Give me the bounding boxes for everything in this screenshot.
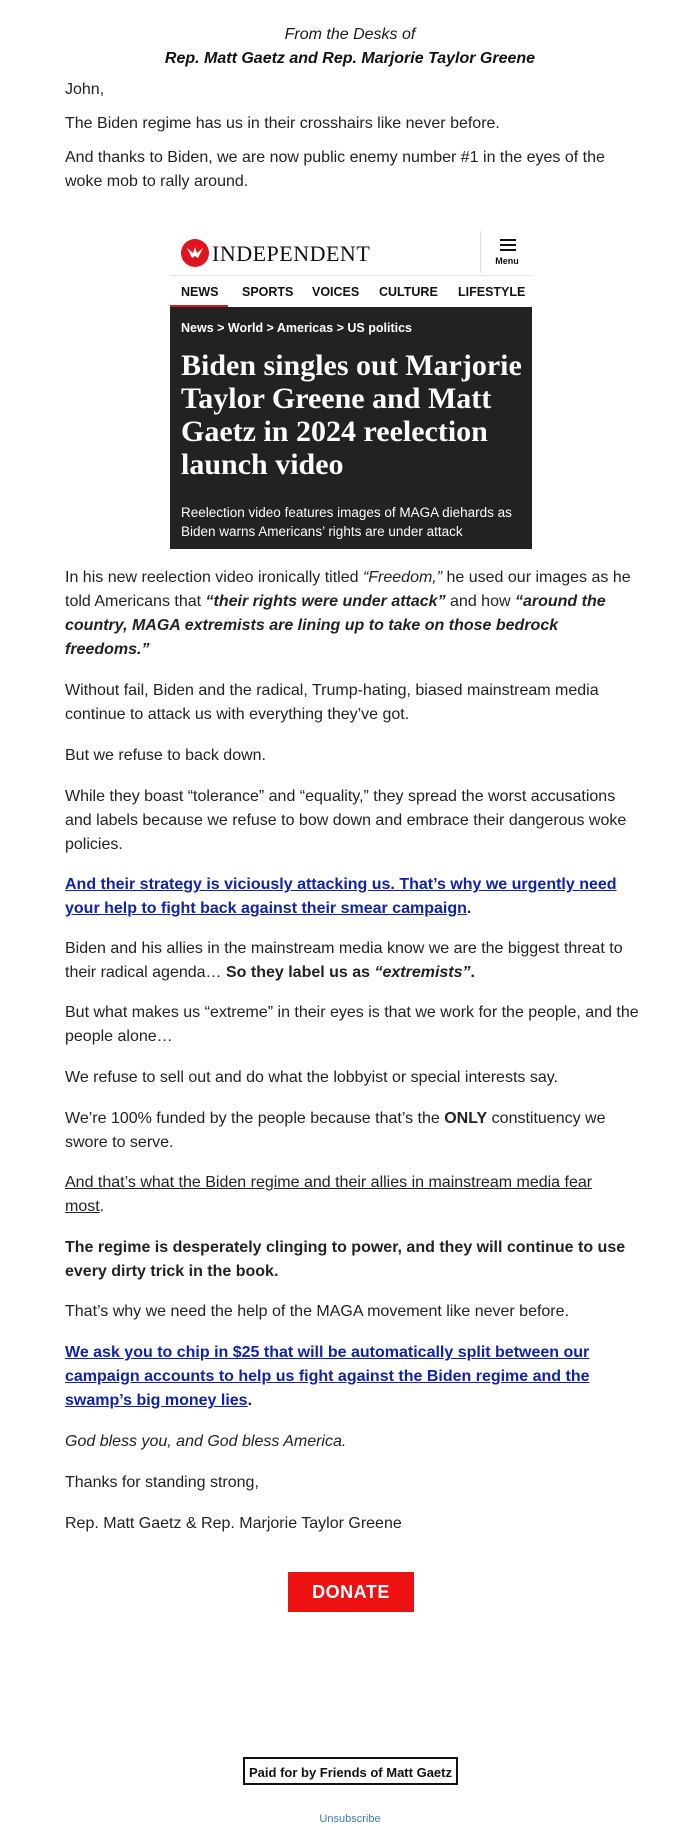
sell-out-paragraph: We refuse to sell out and do what the lobbyist or special interests say.: [65, 1069, 558, 1086]
paid-for-disclaimer: Paid for by Friends of Matt Gaetz: [243, 1757, 458, 1785]
thanks-paragraph: Thanks for standing strong,: [65, 1474, 259, 1491]
signature: Rep. Matt Gaetz & Rep. Marjorie Taylor Greene: [65, 1515, 402, 1532]
video-paragraph: In his new reelection video ironically titled “Freedom,” he used our images as he told Americans that “their rights were under attack” and how “around the country, MAGA extremists are lining up to take on those bedrock freedoms.”: [65, 569, 631, 658]
without-fail-paragraph: Without fail, Biden and the radical, Trump-hating, biased mainstream media continue to attack us with everything they’ve got.: [65, 682, 599, 723]
regime-paragraph: The regime is desperately clinging to power, and they will continue to use every dirty trick in the book.: [65, 1239, 626, 1280]
header-line-2: Rep. Matt Gaetz and Rep. Marjorie Taylor Greene: [164, 50, 536, 67]
independent-logo: INDEPENDENT: [212, 241, 371, 266]
strategy-paragraph: And their strategy is viciously attacking us. That’s why we urgently need your help to fight back against their smear campaign.: [65, 876, 617, 917]
greeting: John,: [65, 81, 105, 98]
nav-lifestyle[interactable]: LIFESTYLE: [458, 285, 526, 299]
article-screenshot[interactable]: [170, 229, 532, 549]
eagle-logo-icon: [181, 239, 209, 267]
intro-paragraph-1: The Biden regime has us in their crosshairs like never before.: [65, 115, 500, 132]
nav-news[interactable]: NEWS: [181, 285, 219, 299]
nav-voices[interactable]: VOICES: [312, 285, 360, 299]
chip-in-paragraph: We ask you to chip in $25 that will be automatically split between our campaign accounts to help us fight against the Biden regime and the swamp’s big money lies.: [65, 1344, 590, 1409]
article-headline: Biden singles out Marjorie Taylor Greene and Matt Gaetz in 2024 reelection launch video: [181, 349, 522, 481]
extreme-paragraph: But what makes us “extreme” in their eyes is that we work for the people, and the people alone…: [65, 1004, 639, 1045]
unsubscribe-link[interactable]: Unsubscribe: [319, 1813, 381, 1825]
smear-campaign-link[interactable]: And their strategy is viciously attacking us. That’s why we urgently need your help to fight back against their smear campaign: [65, 876, 617, 917]
fear-paragraph: And that’s what the Biden regime and their allies in mainstream media fear most.: [65, 1174, 593, 1215]
nav-culture[interactable]: CULTURE: [379, 285, 438, 299]
article-subheadline: Reelection video features images of MAGA diehards as Biden warns Americans’ rights are under attack: [181, 505, 512, 539]
menu-button[interactable]: [480, 231, 533, 273]
boast-paragraph: While they boast “tolerance” and “equality,” they spread the worst accusations and labels because we refuse to bow down and embrace their dangerous woke policies.: [65, 788, 627, 853]
funded-paragraph: We’re 100% funded by the people because that’s the ONLY constituency we swore to serve.: [65, 1110, 606, 1151]
donate-button[interactable]: DONATE: [288, 1572, 414, 1612]
header-line-1: From the Desks of: [284, 26, 416, 43]
allies-paragraph: Biden and his allies in the mainstream media know we are the biggest threat to their radical agenda… So they label us as “extremists”.: [65, 940, 623, 981]
nav-sports[interactable]: SPORTS: [242, 285, 294, 299]
breadcrumb: News > World > Americas > US politics: [181, 321, 412, 335]
refuse-paragraph: But we refuse to back down.: [65, 747, 266, 764]
chip-in-link[interactable]: We ask you to chip in $25 that will be automatically split between our campaign accounts to help us fight against the Biden regime and the swamp’s big money lies: [65, 1344, 590, 1409]
article-topbar: [170, 229, 532, 275]
article-nav: [170, 275, 532, 308]
article-hero: [170, 307, 532, 549]
menu-label: Menu: [495, 256, 519, 266]
help-paragraph: That’s why we need the help of the MAGA movement like never before.: [65, 1303, 569, 1320]
intro-paragraph-2: And thanks to Biden, we are now public enemy number #1 in the eyes of the woke mob to rally around.: [65, 149, 605, 190]
bless-paragraph: God bless you, and God bless America.: [65, 1433, 347, 1450]
hamburger-icon: [500, 239, 516, 251]
